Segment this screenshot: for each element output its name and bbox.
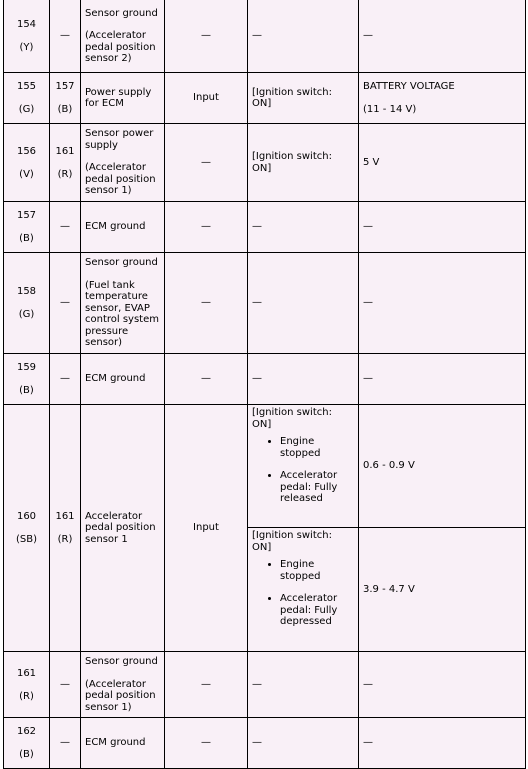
condition-list	[252, 436, 354, 505]
description-cell: Sensor ground (Fuel tank temperature sensor, EVAP control system pressure sensor)	[81, 253, 165, 354]
table-row	[4, 354, 526, 405]
table-row	[4, 253, 526, 354]
ground-cell: —	[50, 718, 81, 769]
condition-cell: [Ignition switch: ON]	[248, 124, 359, 202]
condition-list	[252, 559, 354, 628]
list-item: • Accelerator pedal: Fully depressed	[280, 593, 354, 628]
value-cell: 0.6 - 0.9 V	[359, 405, 526, 528]
table-row	[4, 73, 526, 124]
table-row	[4, 124, 526, 202]
value-cell: —	[359, 354, 526, 405]
value-cell: 3.9 - 4.7 V	[359, 528, 526, 652]
signal-type-cell: —	[165, 354, 248, 405]
ground-cell: —	[50, 253, 81, 354]
value-cell: —	[359, 718, 526, 769]
terminal-cell: 162 (B)	[4, 718, 50, 769]
ecm-terminal-table	[3, 0, 526, 769]
ground-cell: 161 (R)	[50, 124, 81, 202]
description-cell: Sensor ground (Accelerator pedal position sensor 1)	[81, 652, 165, 718]
description-cell: Sensor ground (Accelerator pedal position sensor 2)	[81, 0, 165, 73]
ground-cell: —	[50, 652, 81, 718]
value-cell: 5 V	[359, 124, 526, 202]
terminal-cell: 155 (G)	[4, 73, 50, 124]
terminal-cell: 159 (B)	[4, 354, 50, 405]
signal-type-cell: —	[165, 202, 248, 253]
condition-cell: —	[248, 354, 359, 405]
value-cell: —	[359, 0, 526, 73]
value-cell: —	[359, 202, 526, 253]
signal-type-cell: —	[165, 124, 248, 202]
terminal-cell: 156 (V)	[4, 124, 50, 202]
ground-cell: 157 (B)	[50, 73, 81, 124]
terminal-cell: 161 (R)	[4, 652, 50, 718]
value-cell: —	[359, 253, 526, 354]
ground-cell: —	[50, 354, 81, 405]
signal-type-cell: —	[165, 0, 248, 73]
signal-type-cell: Input	[165, 405, 248, 652]
signal-type-cell: —	[165, 253, 248, 354]
condition-cell: —	[248, 718, 359, 769]
table-row	[4, 202, 526, 253]
list-item: • Engine stopped	[280, 559, 354, 582]
description-cell: ECM ground	[81, 718, 165, 769]
signal-type-cell: —	[165, 652, 248, 718]
terminal-cell: 154 (Y)	[4, 0, 50, 73]
condition-cell: —	[248, 253, 359, 354]
signal-type-cell: —	[165, 718, 248, 769]
ground-cell: —	[50, 0, 81, 73]
condition-cell: [Ignition switch: ON] • Engine stopped • Accelerator pedal: Fully released	[248, 405, 359, 528]
table-row	[4, 652, 526, 718]
table-row	[4, 0, 526, 73]
terminal-cell: 158 (G)	[4, 253, 50, 354]
terminal-cell: 157 (B)	[4, 202, 50, 253]
condition-cell: —	[248, 652, 359, 718]
signal-type-cell: Input	[165, 73, 248, 124]
condition-cell: [Ignition switch: ON] • Engine stopped • Accelerator pedal: Fully depressed	[248, 528, 359, 652]
condition-cell: —	[248, 0, 359, 73]
value-cell: —	[359, 652, 526, 718]
table-row	[4, 718, 526, 769]
ground-cell: —	[50, 202, 81, 253]
value-cell: BATTERY VOLTAGE (11 - 14 V)	[359, 73, 526, 124]
description-cell: ECM ground	[81, 354, 165, 405]
terminal-cell: 160 (SB)	[4, 405, 50, 652]
ground-cell: 161 (R)	[50, 405, 81, 652]
description-cell: Power supply for ECM	[81, 73, 165, 124]
description-cell: ECM ground	[81, 202, 165, 253]
table-row	[4, 405, 526, 528]
list-item: • Engine stopped	[280, 436, 354, 459]
description-cell: Accelerator pedal position sensor 1	[81, 405, 165, 652]
list-item: • Accelerator pedal: Fully released	[280, 470, 354, 505]
description-cell: Sensor power supply (Accelerator pedal position sensor 1)	[81, 124, 165, 202]
condition-cell: —	[248, 202, 359, 253]
condition-cell: [Ignition switch: ON]	[248, 73, 359, 124]
